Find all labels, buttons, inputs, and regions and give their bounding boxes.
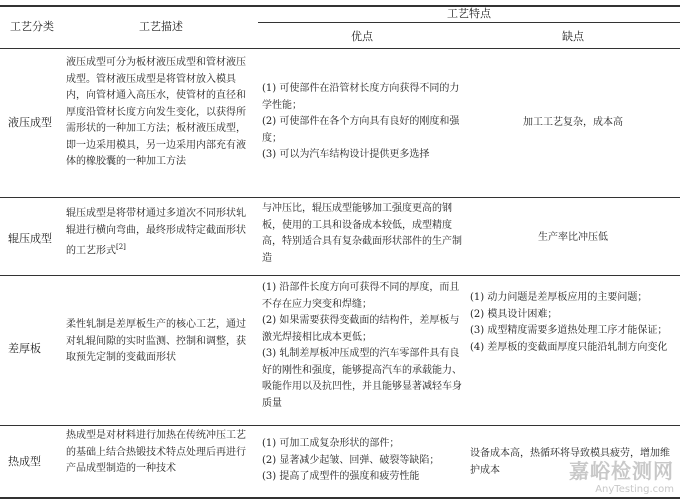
row-divider (0, 425, 680, 426)
row-disadvantages: 加工工艺复杂，成本高 (523, 117, 623, 128)
watermark-sub: AnyTesting.com (595, 484, 674, 495)
row-category: 液压成型 (8, 116, 52, 129)
features-subheader-rule (258, 22, 680, 23)
row-advantages: (1) 沿部件长度方向可获得不同的厚度，而且不存在应力突变和焊缝； (2) 如果需要获得变截面的结构件，差厚板与激光焊接相比成本更低； (3) 轧制差厚板冲压成型的汽车零部件具有良好的刚性和强度，能够提高汽车的承载能力、吸能作用以及抗凹性，并且能够显著减轻车身质量 (262, 282, 462, 409)
row-disadvantages: (1) 动力问题是差厚板应用的主要问题； (2) 模具设计困难； (3) 成型精度需要多道热处理工序才能保证； (4) 差厚板的变截面厚度只能沿轧制方向变化 (470, 292, 668, 353)
row-disadvantages: 生产率比冲压低 (538, 232, 608, 243)
watermark (569, 455, 674, 495)
row-divider (0, 197, 680, 198)
row-advantages: 与冲压比，辊压成型能够加工强度更高的钢板，使用的工具和设备成本较低，成型精度高，特别适合具有复杂截面形状部件的生产制造 (262, 203, 462, 264)
row-description: 热成型是对材料进行加热在传统冲压工艺的基础上结合热锻技术特点处理后再进行产品成型制造的一种技术 (66, 430, 246, 474)
row-divider (0, 275, 680, 276)
row-category: 热成型 (8, 455, 41, 468)
row-advantages: (1) 可使部件在沿管材长度方向获得不同的力学性能； (2) 可使部件在各个方向具有良好的刚度和强度； (3) 可以为汽车结构设计提供更多选择 (262, 83, 460, 160)
row-category: 辊压成型 (8, 232, 52, 245)
row-description-text: 辊压成型是将带材通过多道次不同形状轧辊进行横向弯曲，最终形成特定截面形状的工艺形式 (66, 208, 246, 257)
header-advantages: 优点 (351, 30, 373, 43)
row-description: 液压成型可分为板材液压成型和管材液压成型。管材液压成型是将管材放入模具内，向管材通入高压水，使管材的直径和厚度沿管材长度方向发生变化，以获得所需形状的一种加工方法；板材液压成型，即一边采用模具，另一边采用内部充有液体的橡胶囊的一种加工方法 (66, 57, 246, 167)
row-advantages: (1) 可加工成复杂形状的部件； (2) 显著减少起皱、回弹、破裂等缺陷； (3) 提高了成型件的强度和疲劳性能 (262, 438, 440, 482)
row-description (66, 206, 254, 260)
header-description: 工艺描述 (139, 20, 183, 33)
header-category: 工艺分类 (10, 20, 54, 33)
row-disadvantages: 设备成本高，热循环将导致模具疲劳，增加维护成本 (470, 448, 670, 476)
citation-ref: [2] (116, 243, 126, 251)
watermark-main: 嘉峪检测网 (569, 459, 674, 483)
header-disadvantages: 缺点 (562, 30, 584, 43)
header-bottom-rule (0, 48, 680, 49)
row-description: 柔性轧制是差厚板生产的核心工艺，通过对轧辊间隙的实时监测、控制和调整，获取预先定制的变截面形状 (66, 319, 246, 363)
header-features: 工艺特点 (447, 7, 491, 20)
table-bottom-rule (0, 497, 680, 499)
row-category: 差厚板 (8, 342, 41, 355)
